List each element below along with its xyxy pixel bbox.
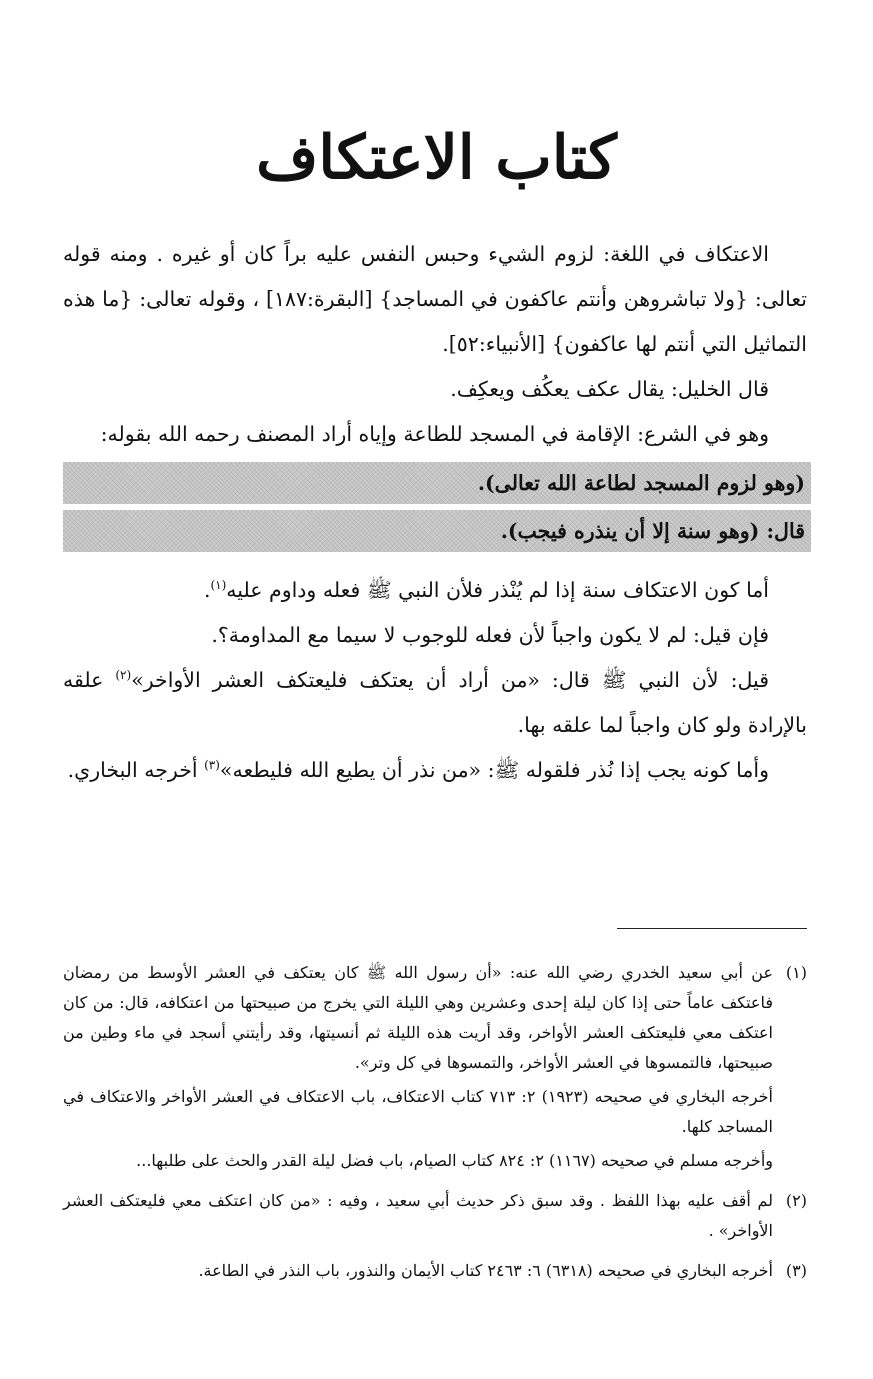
footnote-text: أخرجه البخاري في صحيحه (٦٣١٨) ٦: ٢٤٦٣ كتاب الأيمان والنذور، باب النذر في الطاعة. (198, 1261, 773, 1280)
matn-line: (وهو لزوم المسجد لطاعة الله تعالى). (63, 462, 811, 504)
sharh-text: علقه بالإرادة ولو كان واجباً لما علقه بها. (63, 668, 807, 737)
footnote-ref[interactable]: (٣) (204, 758, 220, 773)
footnote (63, 958, 807, 1180)
footnote-ref[interactable]: (١) (210, 578, 227, 593)
sharh-text: أما كون الاعتكاف سنة إذا لم يُنْذر فلأن النبي ﷺ فعله وداوم عليه (226, 578, 769, 602)
matn-line: قال: (وهو سنة إلا أن ينذره فيجب). (63, 510, 811, 552)
sharh-paragraph (63, 658, 807, 748)
sharh-text: قيل: لأن النبي ﷺ قال: «من أراد أن يعتكف فليعتكف العشر الأواخر» (131, 668, 769, 692)
footnote-divider (617, 928, 807, 929)
intro-paragraph: الاعتكاف في اللغة: لزوم الشيء وحبس النفس عليه براً كان أو غيره . ومنه قوله تعالى: {ولا تباشروهن وأنتم عاكفون في المساجد} [البقرة:١٨٧] ، وقوله تعالى: {ما هذه التماثيل التي أنتم لها عاكفون} [الأنبياء:٥٢]. (63, 242, 808, 356)
sharh-paragraph (63, 568, 807, 613)
footnote-number: (٢) (785, 1191, 807, 1210)
footnote-text: وأخرجه مسلم في صحيحه (١١٦٧) ٢: ٨٢٤ كتاب الصيام، باب فضل ليلة القدر والحث على طلبها... (136, 1151, 773, 1170)
intro-paragraph: قال الخليل: يقال عكف يعكُف ويعكِف. (450, 377, 769, 401)
footnote-body (63, 958, 773, 1180)
sharh-text: . (203, 578, 211, 602)
footnotes-section (63, 958, 807, 1296)
sharh-paragraph (63, 748, 807, 793)
sharh-text: وأما كونه يجب إذا نُذر فلقوله ﷺ: «من نذر أن يطيع الله فليطعه» (219, 758, 769, 782)
sharh-text: أخرجه البخاري. (67, 758, 205, 782)
footnote-body (63, 1256, 773, 1290)
intro-section (63, 232, 807, 457)
footnote-ref[interactable]: (٢) (115, 668, 132, 683)
sharh-section (63, 568, 807, 793)
footnote (63, 1186, 807, 1250)
footnote-text: عن أبي سعيد الخدري رضي الله عنه: «أن رسول الله ﷺ كان يعتكف في العشر الأوسط من رمضان فاعتكف عاماً حتى إذا كان ليلة إحدى وعشرين وهي الليلة التي يخرج من صبيحتها من اعتكافه، قال: من كان اعتكف معي فليعتكف العشر الأواخر، وقد أريت هذه الليلة ثم أنسيتها، وقد رأيتني أسجد في ماء وطين من صبيحتها، فالتمسوها في العشر الأواخر، والتمسوها في كل وتر». (63, 963, 774, 1072)
footnote-body (63, 1186, 773, 1250)
footnote-text: لم أقف عليه بهذا اللفظ . وقد سبق ذكر حديث أبي سعيد ، وفيه : «من كان اعتكف معي فليعتكف العشر الأواخر» . (63, 1191, 773, 1240)
intro-paragraph: وهو في الشرع: الإقامة في المسجد للطاعة وإياه أراد المصنف رحمه الله بقوله: (100, 422, 769, 446)
footnote-number: (٣) (785, 1261, 807, 1280)
footnote-number: (١) (785, 963, 807, 982)
footnote-text: أخرجه البخاري في صحيحه (١٩٢٣) ٢: ٧١٣ كتاب الاعتكاف، باب الاعتكاف في العشر الأواخر والاعتكاف في المساجد كلها. (63, 1087, 774, 1136)
footnote (63, 1256, 807, 1290)
chapter-title: كتاب الاعتكاف (256, 123, 617, 193)
sharh-paragraph: فإن قيل: لم لا يكون واجباً لأن فعله للوجوب لا سيما مع المداومة؟. (211, 623, 769, 647)
